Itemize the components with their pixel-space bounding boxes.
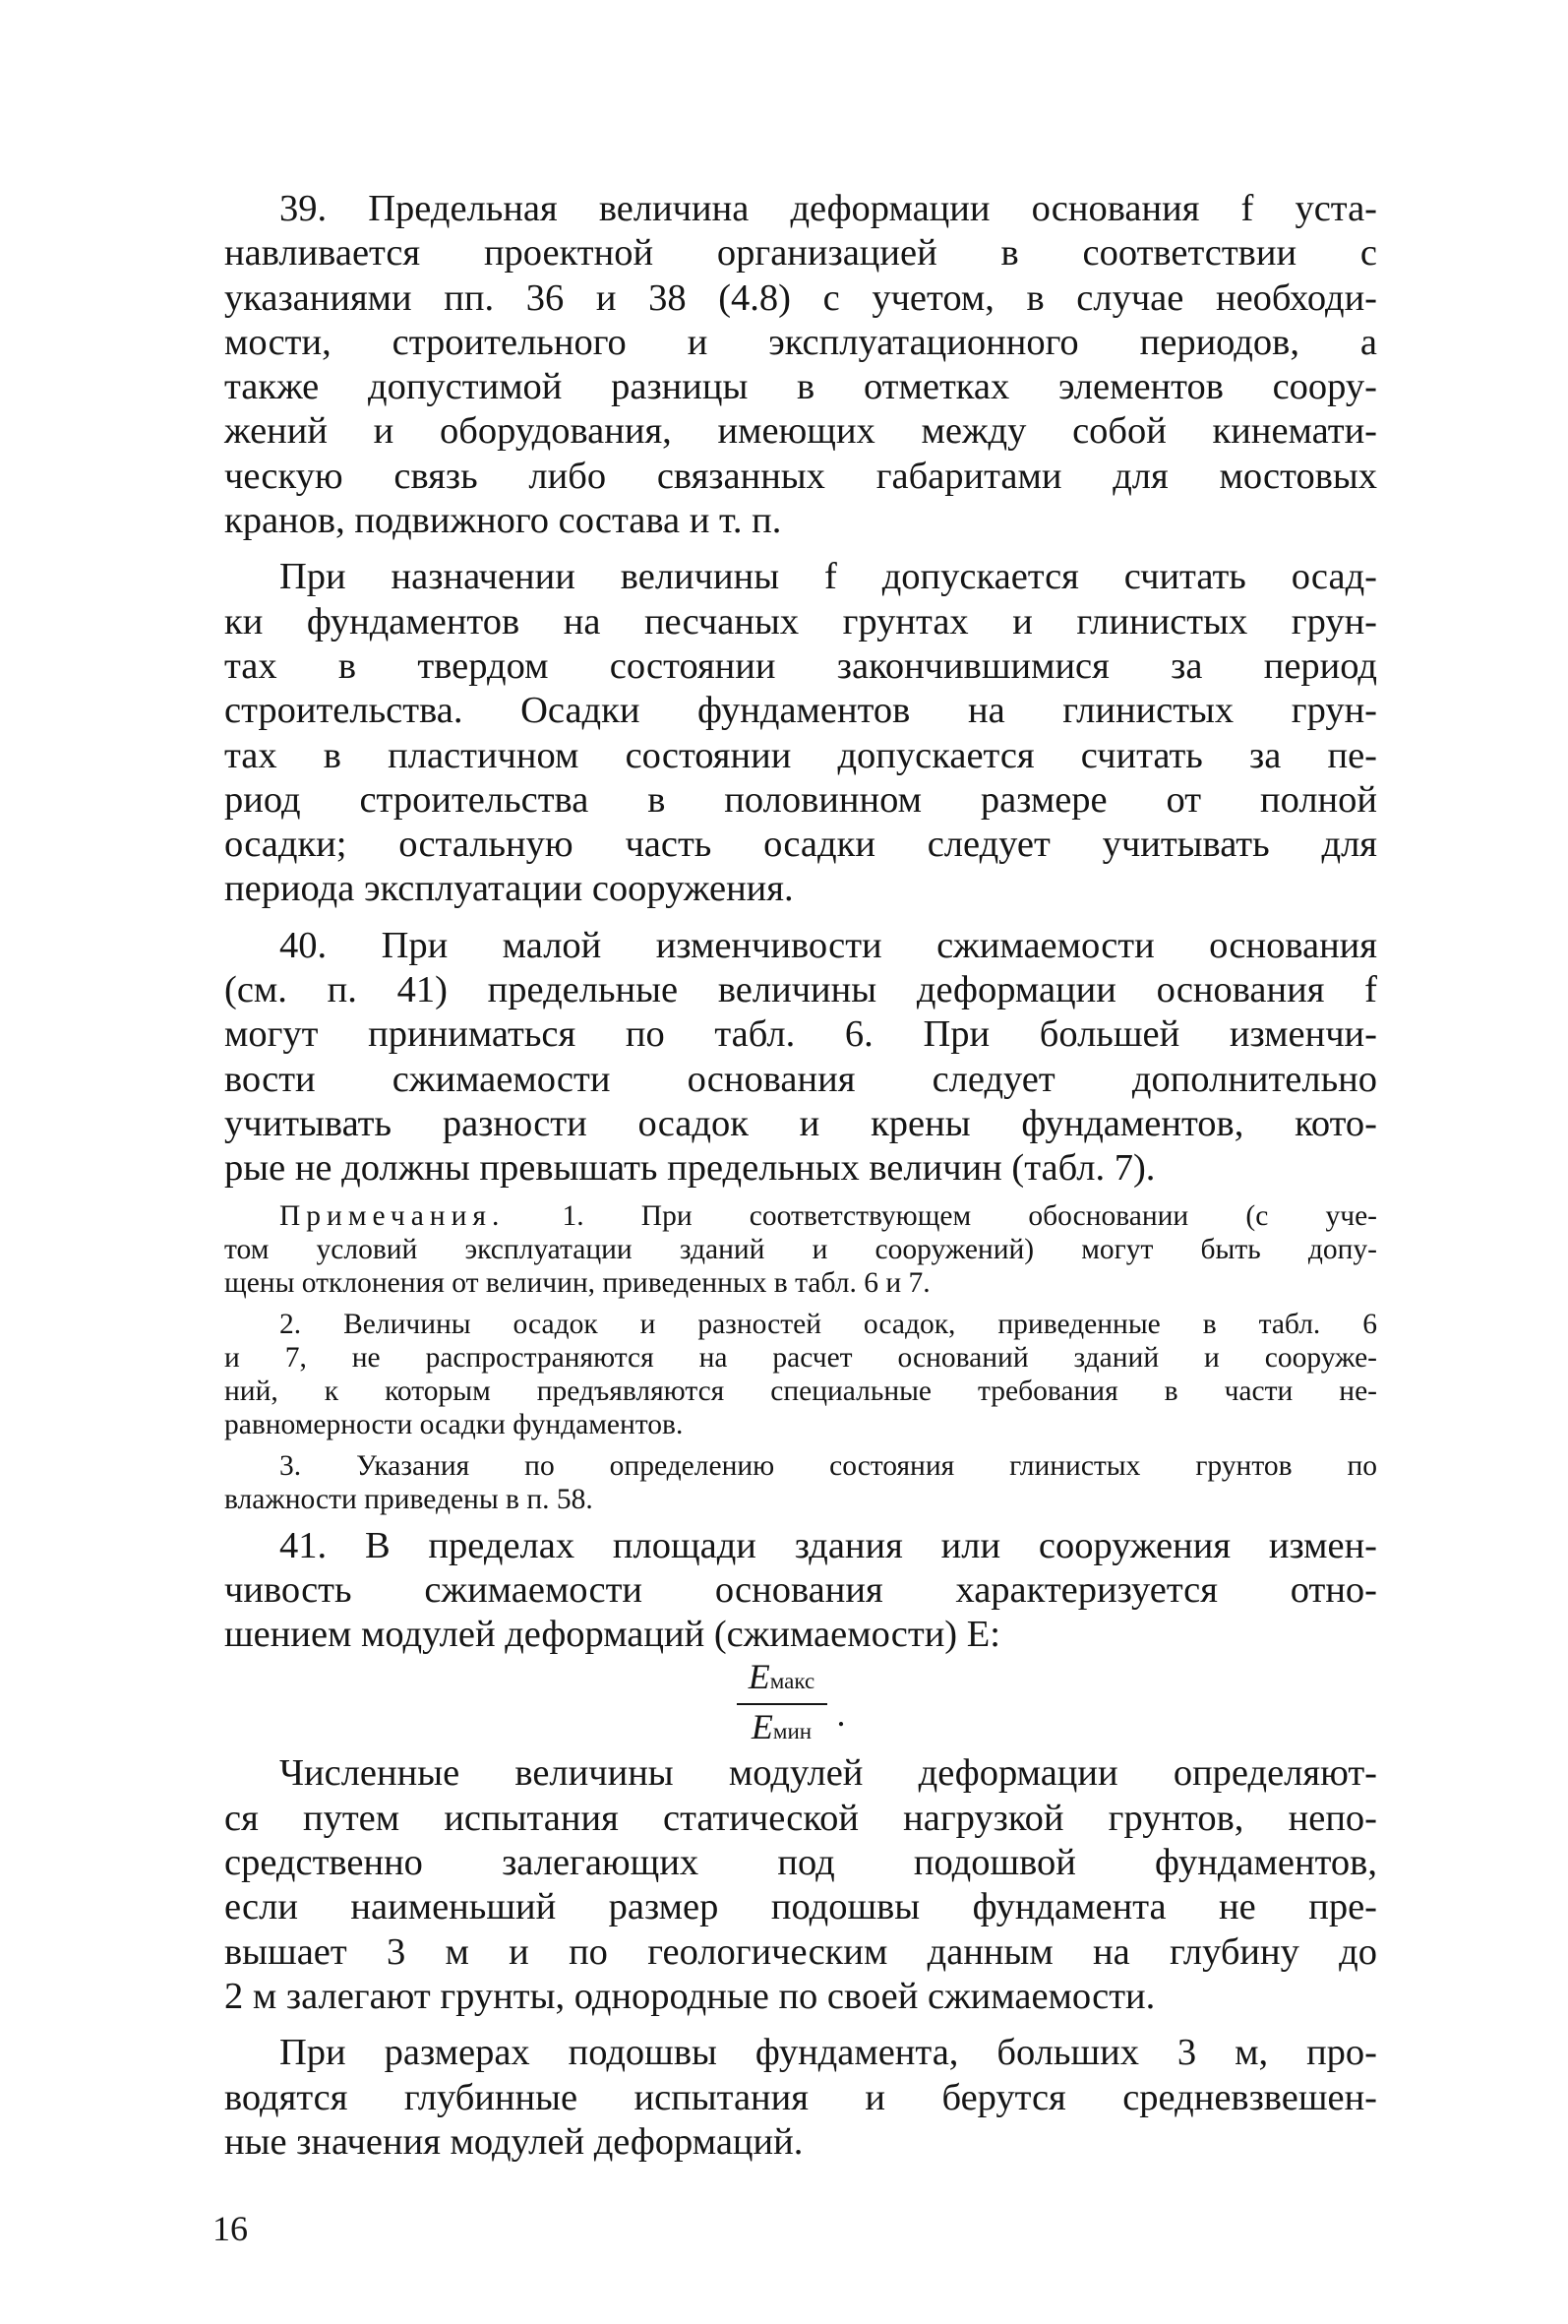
text-line: чивость сжимаемости основания характеризуется отно- bbox=[224, 1568, 1377, 1611]
text-line: указаниями пп. 36 и 38 (4.8) с учетом, в случае необходи- bbox=[224, 276, 1377, 319]
paragraph-39 bbox=[224, 187, 1377, 543]
text-line: строительства. Осадки фундаментов на глинистых грун- bbox=[224, 690, 1377, 732]
notes-heading: Примечания. bbox=[279, 1199, 506, 1232]
note-line: влажности приведены в п. 58. bbox=[224, 1483, 593, 1515]
text-line: (см. п. 41) предельные величины деформации основания f bbox=[224, 969, 1377, 1011]
text-line: При назначении величины f допускается считать осад- bbox=[279, 556, 1377, 598]
text-line: ческую связь либо связанных габаритами для мостовых bbox=[224, 455, 1377, 497]
page-number: 16 bbox=[212, 2209, 248, 2248]
fraction-denominator: Eмин bbox=[751, 1707, 813, 1747]
modulus-ratio-formula bbox=[205, 1657, 1377, 1751]
text-line: Численные величины модулей деформации определяют- bbox=[279, 1752, 1377, 1795]
note-line: 3. Указания по определению состояния глинистых грунтов по bbox=[279, 1449, 1377, 1482]
note-line: равномерности осадки фундаментов. bbox=[224, 1408, 684, 1440]
text-line: кранов, подвижного состава и т. п. bbox=[224, 500, 782, 542]
paragraph-41 bbox=[224, 1524, 1377, 1752]
note-line bbox=[224, 1199, 1377, 1233]
note-line: и 7, не распространяются на расчет оснований зданий и сооруже- bbox=[224, 1341, 1377, 1374]
fraction bbox=[737, 1657, 827, 1751]
text-line: тах в пластичном состоянии допускается считать за пе- bbox=[224, 734, 1377, 776]
text-line: средственно залегающих под подошвой фундаментов, bbox=[224, 1842, 1377, 1884]
text-line: 40. При малой изменчивости сжимаемости основания bbox=[279, 924, 1377, 966]
paragraph-41-continued bbox=[224, 1751, 1377, 2019]
note-line: щены отклонения от величин, приведенных в табл. 6 и 7. bbox=[224, 1266, 931, 1299]
text-line: При размерах подошвы фундамента, больших 3 м, про- bbox=[279, 2032, 1377, 2074]
formula-period: . bbox=[836, 1694, 846, 1735]
text-line: навливается проектной организацией в соответствии с bbox=[224, 232, 1377, 275]
text-line: 39. Предельная величина деформации основания f уста- bbox=[279, 188, 1377, 229]
paragraph-39-continued bbox=[224, 555, 1377, 911]
note-line: ний, к которым предъявляются специальные требования в части не- bbox=[224, 1375, 1377, 1407]
text-line: ся путем испытания статической нагрузкой грунтов, непо- bbox=[224, 1797, 1377, 1839]
text-line: учитывать разности осадок и крены фундаментов, кото- bbox=[224, 1102, 1377, 1144]
text-line: периода эксплуатации сооружения. bbox=[224, 868, 794, 910]
text-line: 2 м залегают грунты, однородные по своей сжимаемости. bbox=[224, 1975, 1156, 2017]
page-body bbox=[224, 187, 1377, 2165]
text-line: могут приниматься по табл. 6. При большей изменчи- bbox=[224, 1013, 1377, 1056]
note-1-text: 1. При соответствующем обосновании (с уче- bbox=[562, 1199, 1377, 1232]
text-line: тах в твердом состоянии закончившимися за период bbox=[224, 644, 1377, 687]
note-line: 2. Величины осадок и разностей осадок, приведенные в табл. 6 bbox=[279, 1308, 1377, 1340]
text-line: рые не должны превышать предельных величин (табл. 7). bbox=[224, 1147, 1156, 1190]
note-line: том условий эксплуатации зданий и сооружений) могут быть допу- bbox=[224, 1233, 1377, 1265]
text-line: вышает 3 м и по геологическим данным на глубину до bbox=[224, 1930, 1377, 1973]
text-line: осадки; остальную часть осадки следует учитывать для bbox=[224, 824, 1377, 866]
text-line: шением модулей деформаций (сжимаемости) E: bbox=[224, 1614, 1000, 1656]
text-line: ные значения модулей деформаций. bbox=[224, 2120, 804, 2163]
text-line: водятся глубинные испытания и берутся средневзвешен- bbox=[224, 2076, 1377, 2118]
fraction-bar bbox=[737, 1703, 827, 1705]
paragraph-41-final bbox=[224, 2031, 1377, 2165]
text-line: жений и оборудования, имеющих между собой кинемати- bbox=[224, 410, 1377, 453]
text-line: 41. В пределах площади здания или сооружения измен- bbox=[279, 1524, 1377, 1566]
text-line: ки фундаментов на песчаных грунтах и глинистых грун- bbox=[224, 600, 1377, 642]
notes-block bbox=[224, 1199, 1377, 1516]
text-line: также допустимой разницы в отметках элементов соору- bbox=[224, 366, 1377, 408]
paragraph-40 bbox=[224, 924, 1377, 1192]
text-line: вости сжимаемости основания следует дополнительно bbox=[224, 1058, 1377, 1100]
text-line: если наименьший размер подошвы фундамента не пре- bbox=[224, 1886, 1377, 1928]
text-line: риод строительства в половинном размере от полной bbox=[224, 778, 1377, 821]
fraction-numerator: Eмакс bbox=[748, 1657, 815, 1697]
text-line: мости, строительного и эксплуатационного периодов, а bbox=[224, 321, 1377, 363]
